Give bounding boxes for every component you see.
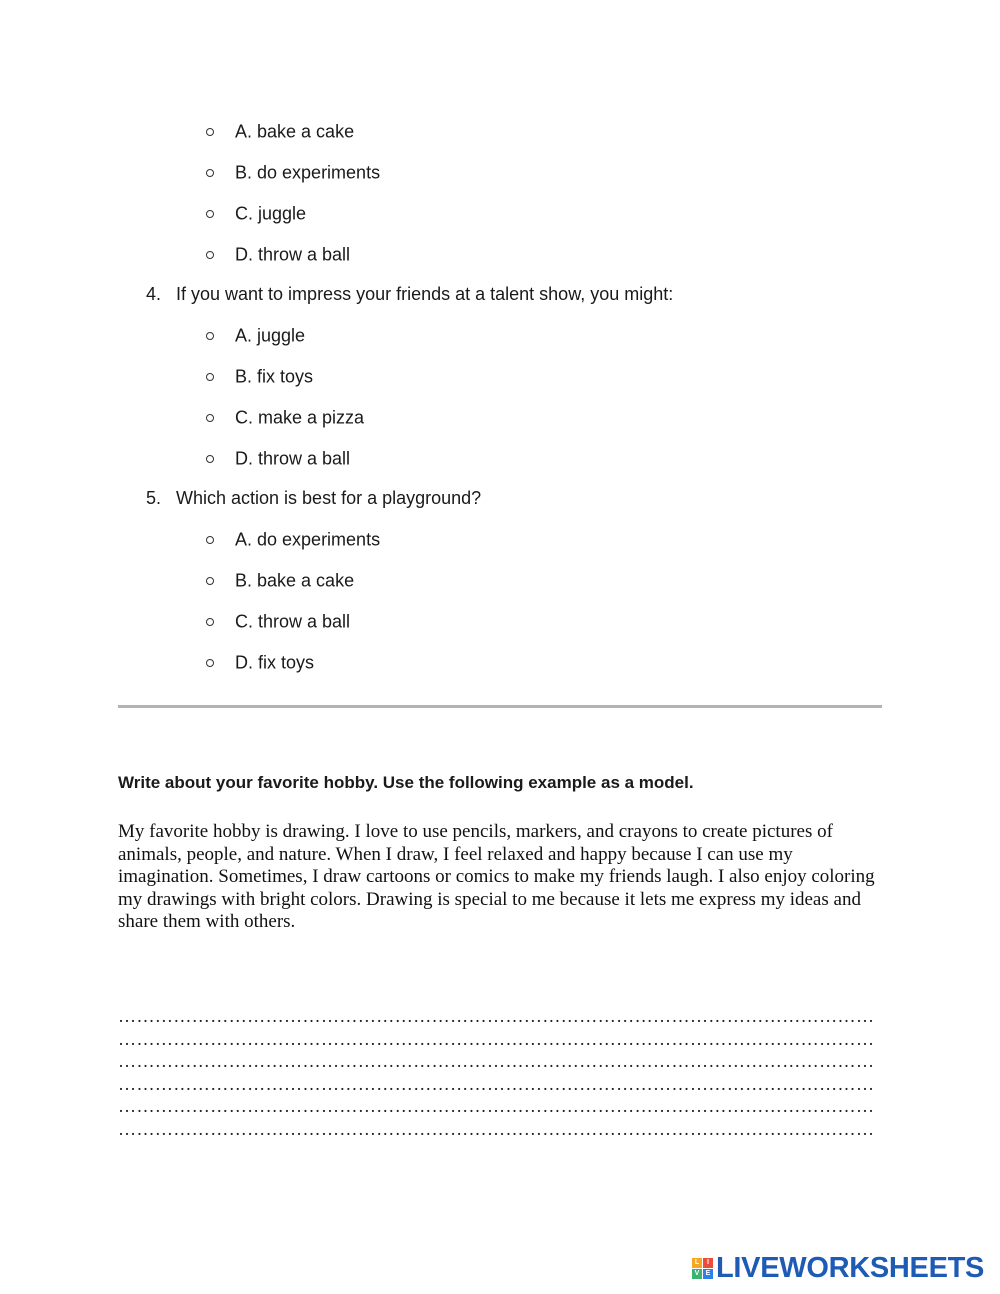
hollow-circle-bullet-icon <box>206 651 235 675</box>
q4-option-d[interactable] <box>206 445 350 469</box>
answer-line[interactable]: …………………………………………………………………………………………………………… <box>118 1028 875 1049</box>
question-number: 4. <box>146 284 162 304</box>
answer-area[interactable] <box>118 1005 882 1141</box>
hollow-circle-bullet-icon <box>206 202 235 226</box>
question-text: If you want to impress your friends at a talent show, you might: <box>176 284 674 304</box>
logo-block: V <box>692 1269 702 1279</box>
option-label: A. bake a cake <box>235 121 355 142</box>
hollow-circle-bullet-icon <box>206 365 235 389</box>
answer-line[interactable]: …………………………………………………………………………………………………………… <box>118 1073 875 1094</box>
hollow-circle-bullet-icon <box>206 324 235 348</box>
logo-block: E <box>703 1269 713 1279</box>
logo-block: I <box>703 1258 713 1268</box>
q5-option-d[interactable] <box>206 649 314 673</box>
option-label: D. fix toys <box>235 652 315 673</box>
option-label: C. make a pizza <box>235 407 365 428</box>
hollow-circle-bullet-icon <box>206 447 235 471</box>
liveworksheets-logo <box>692 1251 984 1285</box>
answer-line[interactable]: …………………………………………………………………………………………………………… <box>118 1118 875 1139</box>
q4-option-c[interactable] <box>206 404 364 428</box>
option-label: B. fix toys <box>235 366 314 387</box>
logo-text: LIVEWORKSHEETS <box>716 1252 985 1284</box>
option-label: A. juggle <box>235 325 306 346</box>
hollow-circle-bullet-icon <box>206 161 235 185</box>
section-divider <box>118 705 882 708</box>
question-5 <box>146 486 481 510</box>
q4-option-a[interactable] <box>206 322 305 346</box>
option-label: D. throw a ball <box>235 244 351 265</box>
option-label: B. bake a cake <box>235 570 355 591</box>
answer-line[interactable]: …………………………………………………………………………………………………………… <box>118 1096 875 1117</box>
option-label: C. throw a ball <box>235 611 351 632</box>
q3-option-c[interactable] <box>206 200 306 224</box>
q5-option-a[interactable] <box>206 526 380 550</box>
logo-blocks-icon <box>692 1258 713 1279</box>
logo-block: L <box>692 1258 702 1268</box>
question-4 <box>146 282 673 306</box>
option-label: A. do experiments <box>235 529 381 550</box>
question-number: 5. <box>146 488 162 508</box>
option-label: C. juggle <box>235 203 307 224</box>
writing-instruction: Write about your favorite hobby. Use the following example as a model. <box>118 773 694 792</box>
answer-line[interactable]: …………………………………………………………………………………………………………… <box>118 1006 875 1026</box>
hollow-circle-bullet-icon <box>206 406 235 430</box>
q5-option-b[interactable] <box>206 567 354 591</box>
q4-option-b[interactable] <box>206 363 313 387</box>
option-label: D. throw a ball <box>235 448 351 469</box>
q3-option-b[interactable] <box>206 159 380 183</box>
hollow-circle-bullet-icon <box>206 243 235 267</box>
option-label: B. do experiments <box>235 162 381 183</box>
hollow-circle-bullet-icon <box>206 120 235 144</box>
hollow-circle-bullet-icon <box>206 528 235 552</box>
q5-option-c[interactable] <box>206 608 350 632</box>
hollow-circle-bullet-icon <box>206 610 235 634</box>
answer-line[interactable]: …………………………………………………………………………………………………………… <box>118 1051 875 1072</box>
q3-option-a[interactable] <box>206 118 354 142</box>
question-text: Which action is best for a playground? <box>176 488 482 508</box>
q3-option-d[interactable] <box>206 241 350 265</box>
example-paragraph: My favorite hobby is drawing. I love to use pencils, markers, and crayons to create pictures of animals, people, and nature. When I draw, I feel relaxed and happy because I can use my imagination. Sometimes, I draw cartoons or comics to make my friends laugh. I also enjoy coloring my drawings with bright colors. Drawing is special to me because it lets me express my ideas and share them with others. <box>118 821 875 933</box>
hollow-circle-bullet-icon <box>206 569 235 593</box>
